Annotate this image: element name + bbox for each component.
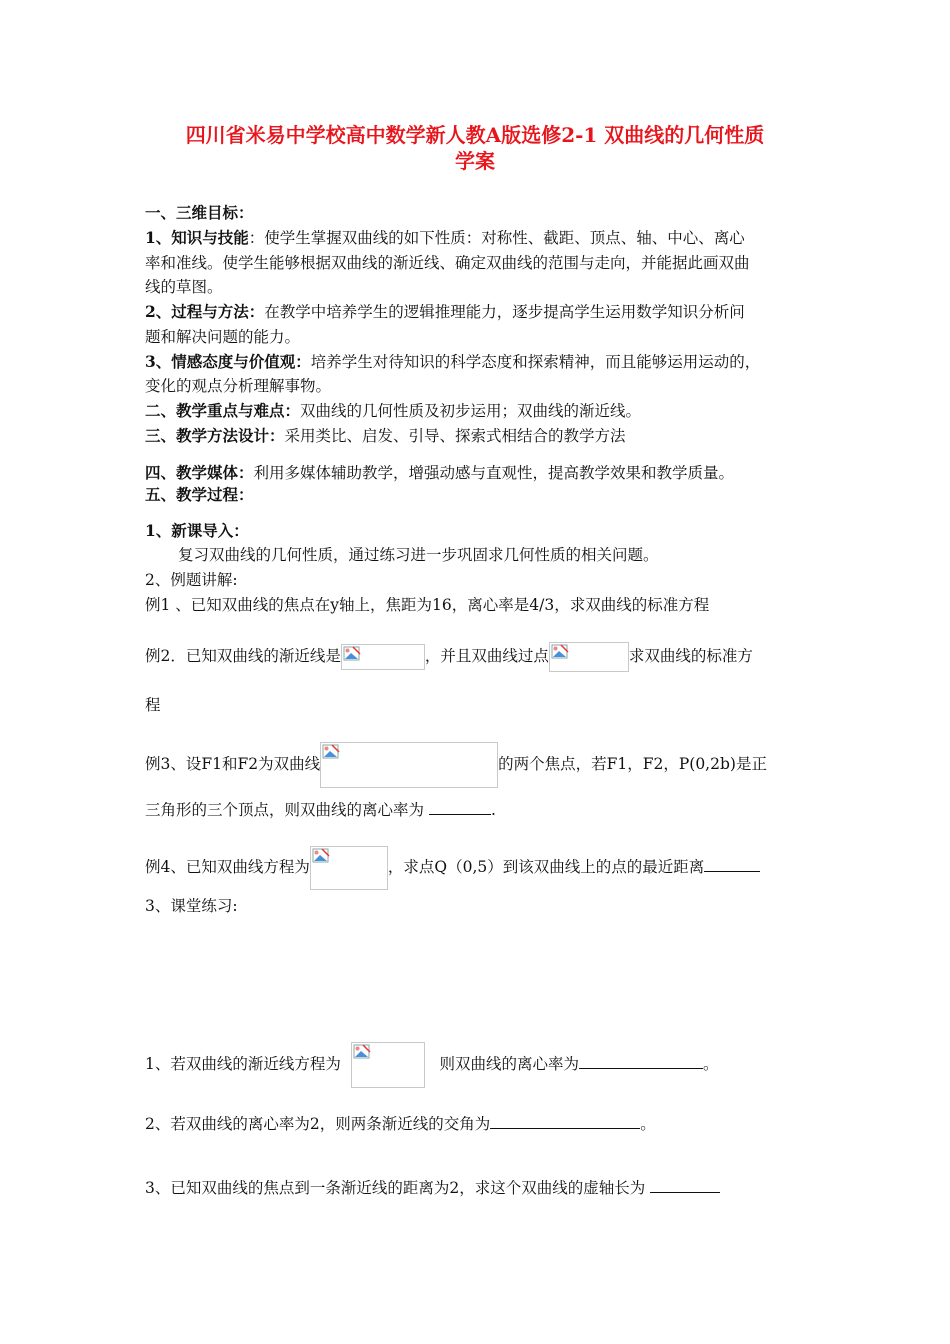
section-3 <box>145 425 626 447</box>
exercise-2-text-a: 2、若双曲线的离心率为2，则两条渐近线的交角为 <box>145 1115 491 1133</box>
exercise-1-text-b: 则双曲线的离心率为 <box>439 1055 580 1073</box>
example-4 <box>145 846 760 890</box>
exercise-3-text-a: 3、已知双曲线的焦点到一条渐近线的距离为2，求这个双曲线的虚轴长为 <box>145 1179 646 1197</box>
document-title <box>120 122 830 174</box>
section-2 <box>145 400 641 422</box>
goal-3-text-b: 变化的观点分析理解事物。 <box>145 377 332 395</box>
goal-1-text-c: 线的草图。 <box>145 278 223 296</box>
goal-1-text-b: 率和准线。使学生能够根据双曲线的渐近线、确定双曲线的范围与走向，并能据此画双曲 <box>145 254 750 272</box>
example-3-text-b: 的两个焦点，若F1，F2，P(0,2b)是正 <box>498 755 767 773</box>
example-2-text-d: 程 <box>145 696 161 714</box>
answer-blank-q1[interactable] <box>579 1054 703 1069</box>
section-2-text: 双曲线的几何性质及初步运用；双曲线的渐近线。 <box>300 402 642 420</box>
example-3-line-c: 三角形的三个顶点，则双曲线的离心率为 . <box>145 801 496 819</box>
example-3-text-c: 三角形的三个顶点，则双曲线的离心率为 <box>145 801 425 819</box>
exercise-3 <box>145 1177 720 1199</box>
goals-heading: 一、三维目标： <box>145 203 254 222</box>
title-line-1: 四川省米易中学校高中数学新人教A版选修2-1 双曲线的几何性质 <box>185 123 765 147</box>
goal-3-text-a: 培养学生对待知识的科学态度和探索精神，而且能够运用运动的， <box>310 353 761 371</box>
title-line-2: 学案 <box>455 149 495 173</box>
process-1-text: 复习双曲线的几何性质，通过练习进一步巩固求几何性质的相关问题。 <box>178 546 659 564</box>
answer-blank-q2[interactable] <box>490 1114 640 1129</box>
example-3 <box>145 742 767 788</box>
formula-image-point <box>549 642 629 672</box>
section-4-text: 利用多媒体辅助教学，增强动感与直观性，提高教学效果和教学质量。 <box>253 464 735 482</box>
goal-3-line-a <box>145 351 760 373</box>
broken-image-icon <box>322 744 340 760</box>
goal-2-line-a <box>145 301 745 323</box>
exercise-1-text-a: 1、若双曲线的渐近线方程为 <box>145 1055 341 1073</box>
formula-image-equation <box>310 846 388 890</box>
process-1-label: 1、新课导入： <box>145 521 249 540</box>
example-1: 例1 、已知双曲线的焦点在y轴上，焦距为16，离心率是4/3，求双曲线的标准方程 <box>145 596 710 614</box>
example-3-text-a: 例3、设F1和F2为双曲线 <box>145 755 321 773</box>
answer-blank-ex4[interactable] <box>704 857 760 872</box>
example-2 <box>145 642 753 672</box>
example-4-text-a: 例4、已知双曲线方程为 <box>145 858 310 876</box>
section-2-label: 二、教学重点与难点： <box>145 401 301 420</box>
goal-1-line-a <box>145 227 745 249</box>
broken-image-icon <box>353 1044 371 1060</box>
broken-image-icon <box>312 848 330 864</box>
exercise-2 <box>145 1113 656 1135</box>
answer-blank-q3[interactable] <box>650 1178 720 1193</box>
goal-1-label: 1、知识与技能 <box>145 228 249 247</box>
exercise-1-end: 。 <box>703 1055 719 1073</box>
process-2-label: 2、例题讲解: <box>145 571 238 589</box>
section-4-label: 四、教学媒体： <box>145 463 254 482</box>
goal-2-text-a: 在教学中培养学生的逻辑推理能力，逐步提高学生运用数学知识分析问 <box>264 303 745 321</box>
answer-blank-ex3[interactable] <box>429 800 491 815</box>
broken-image-icon <box>551 644 569 660</box>
goal-2-label: 2、过程与方法： <box>145 302 265 321</box>
section-3-label: 三、教学方法设计： <box>145 426 285 445</box>
formula-image-asymptote-eq <box>351 1042 425 1088</box>
formula-image-hyperbola <box>320 742 498 788</box>
example-4-text-b: ，求点Q（0,5）到该双曲线上的点的最近距离 <box>387 858 705 876</box>
practice-label: 3、课堂练习: <box>145 897 238 915</box>
exercise-1 <box>145 1042 719 1088</box>
example-2-text-b: ，并且双曲线过点 <box>424 647 549 665</box>
section-4 <box>145 462 734 484</box>
section-5-label: 五、教学过程： <box>145 485 254 504</box>
goal-1-text-a: ：使学生掌握双曲线的如下性质：对称性、截距、顶点、轴、中心、离心 <box>248 229 745 247</box>
section-3-text: 采用类比、启发、引导、探索式相结合的教学方法 <box>284 427 626 445</box>
broken-image-icon <box>343 646 361 662</box>
example-2-text-a: 例2．已知双曲线的渐近线是 <box>145 647 341 665</box>
goal-2-text-b: 题和解决问题的能力。 <box>145 328 301 346</box>
example-2-text-c: 求双曲线的标准方 <box>628 647 753 665</box>
goal-3-label: 3、情感态度与价值观： <box>145 352 311 371</box>
formula-image-asymptote <box>341 644 425 670</box>
exercise-2-end: 。 <box>640 1115 656 1133</box>
